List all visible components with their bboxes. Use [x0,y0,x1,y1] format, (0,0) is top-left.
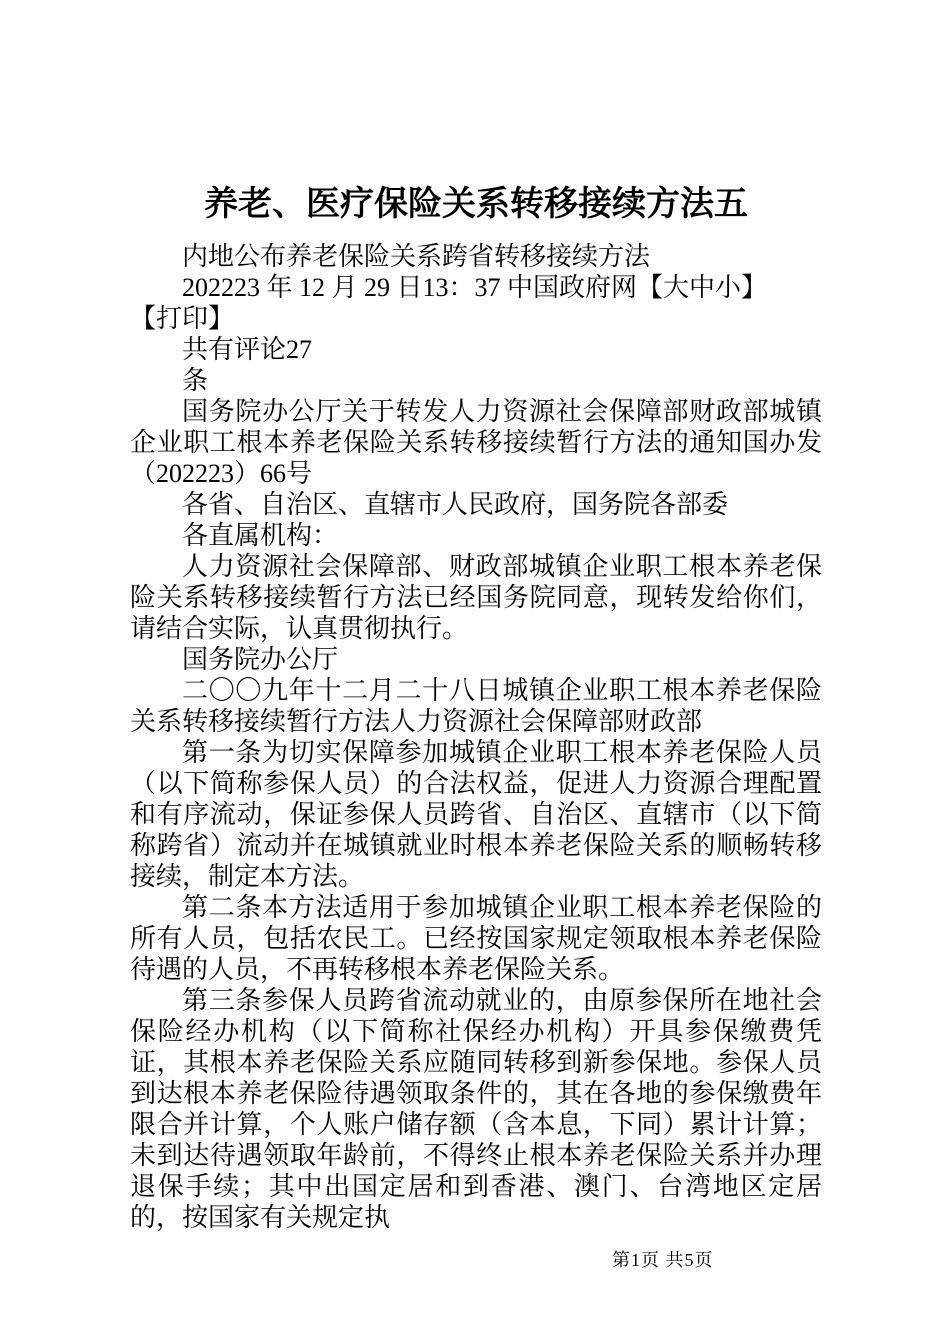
document-title: 养老、医疗保险关系转移接续方法五 [204,186,748,223]
paragraph-source-line: 内地公布养老保险关系跨省转移接续方法 [182,242,651,271]
paragraph: 各省、自治区、直辖市人民政府，国务院各部委 [182,490,729,519]
paragraph: 人力资源社会保障部、财政部城镇企业职工根本养老保险关系转移接续暂行方法已经国务院同意，现转发给你们，请结合实际，认真贯彻执行。 [130,552,822,643]
paragraph-print-label: 【打印】 [130,304,235,333]
paragraph-signature: 国务院办公厅 [182,645,339,674]
page-number-footer: 第1页 共5页 [612,1250,714,1270]
paragraph: 条 [182,366,209,395]
paragraph-date-signature: 二〇〇九年十二月二十八日城镇企业职工根本养老保险关系转移接续暂行方法人力资源社会保障部财政部 [130,676,822,736]
paragraph-date-line: 202223 年 12 月 29 日13：37 中国政府网【大中小】 [182,273,768,302]
paragraph: 各直属机构： [182,521,339,550]
paragraph-comment-count: 共有评论27 [182,335,313,364]
paragraph-article-1: 第一条为切实保障参加城镇企业职工根本养老保险人员（以下简称参保人员）的合法权益，促进人力资源合理配置和有序流动，保证参保人员跨省、自治区、直辖市（以下简称跨省）流动并在城镇就业时根本养老保险关系的顺畅转移接续，制定本方法。 [130,738,822,891]
paragraph-article-2: 第二条本方法适用于参加城镇企业职工根本养老保险的所有人员，包括农民工。已经按国家规定领取根本养老保险待遇的人员，不再转移根本养老保险关系。 [130,893,822,984]
paragraph-article-3: 第三条参保人员跨省流动就业的，由原参保所在地社会保险经办机构（以下简称社保经办机构）开具参保缴费凭证，其根本养老保险关系应随同转移到新参保地。参保人员到达根本养老保险待遇领取条件的，其在各地的参保缴费年限合并计算，个人账户储存额（含本息，下同）累计计算；未到达待遇领取年龄前，不得终止根本养老保险关系并办理退保手续；其中出国定居和到香港、澳门、台湾地区定居的，按国家有关规定执 [130,986,822,1232]
paragraph-notice-title: 国务院办公厅关于转发人力资源社会保障部财政部城镇企业职工根本养老保险关系转移接续暂行方法的通知国办发（202223）66号 [130,397,822,488]
